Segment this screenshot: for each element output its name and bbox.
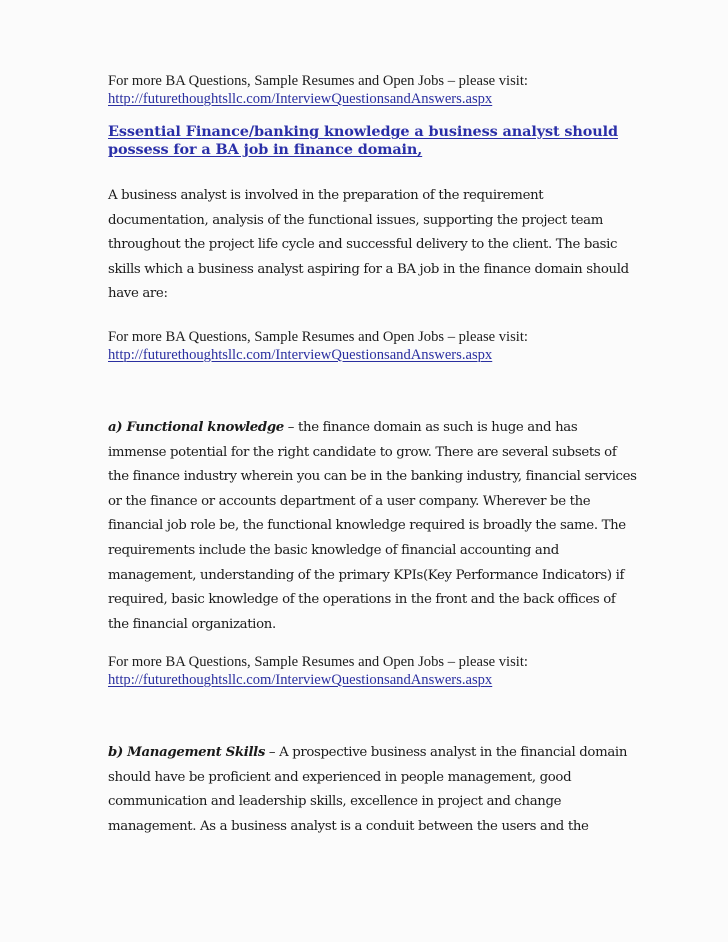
section-separator: – — [283, 420, 298, 435]
section-lead: b) Management Skills — [108, 745, 266, 760]
section-lead: a) Functional knowledge — [108, 420, 284, 435]
intro-paragraph: A business analyst is involved in the preparation of the requirement documentation, analysis of the functional issues, supporting the project team throughout the project life cycle and successful delivery to the client. The basic skills which a business analyst aspiring for a BA job in the finance domain should have are: — [108, 188, 629, 302]
section-functional-knowledge — [108, 416, 638, 637]
promo-link[interactable]: http://futurethoughtsllc.com/InterviewQuestionsandAnswers.aspx — [108, 671, 493, 688]
section-body: the finance domain as such is huge and has immense potential for the right candidate to grow. There are several subsets of the finance industry wherein you can be in the banking industry, financial services or the finance or accounts department of a user company. Wherever be the financial job role be, the functional knowledge required is broadly the same. The requirements include the basic knowledge of financial accounting and management, understanding of the primary KPIs(Key Performance Indicators) if required, basic knowledge of the operations in the front and the back offices of the financial organization. — [108, 420, 637, 632]
section-management-skills — [108, 741, 638, 839]
promo-link[interactable]: http://futurethoughtsllc.com/InterviewQuestionsandAnswers.aspx — [108, 346, 493, 363]
promo-block-3 — [108, 654, 628, 689]
promo-link[interactable]: http://futurethoughtsllc.com/InterviewQuestionsandAnswers.aspx — [108, 90, 493, 107]
section-separator: – — [265, 745, 280, 760]
section-body: A prospective business analyst in the financial domain should have be proficient and experienced in people management, good communication and leadership skills, excellence in project and change management. As a business analyst is a conduit between the users and the — [108, 745, 628, 834]
article-heading-link[interactable]: Essential Finance/banking knowledge a business analyst should possess for a BA job in finance domain, — [108, 123, 618, 158]
promo-text: For more BA Questions, Sample Resumes and Open Jobs – please visit: — [108, 329, 528, 345]
promo-block-2 — [108, 329, 628, 364]
promo-block-1 — [108, 73, 628, 108]
promo-text: For more BA Questions, Sample Resumes and Open Jobs – please visit: — [108, 654, 528, 670]
promo-text: For more BA Questions, Sample Resumes and Open Jobs – please visit: — [108, 73, 528, 89]
